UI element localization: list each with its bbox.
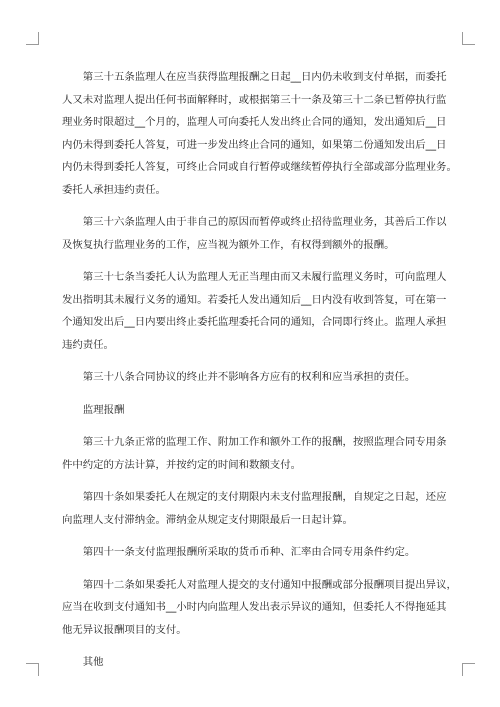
article-38 bbox=[62, 366, 444, 389]
text-line: 他无异议报酬项目的支付。 bbox=[62, 623, 187, 636]
text-line: 第三十七条当委托人认为监理人无正当理由而又未履行监理义务时，可向监理人 bbox=[82, 271, 447, 283]
article-40 bbox=[62, 486, 447, 531]
text-line: 内仍未得到委托人答复，可进一步发出终止合同的通知，如果第二份通知发出后__日 bbox=[62, 138, 447, 151]
crop-mark-bottom-left bbox=[26, 663, 39, 676]
text-line: 件中约定的方法计算，并按约定的时间和数额支付。 bbox=[62, 458, 301, 471]
crop-mark-bottom-right bbox=[462, 663, 475, 676]
article-42 bbox=[62, 574, 457, 642]
text-line: 理业务时限超过__个月的，监理人可向委托人发出终止合同的通知，发出通知后__日 bbox=[62, 116, 447, 128]
section-heading-remuneration: 监理报酬 bbox=[82, 403, 125, 416]
article-41 bbox=[62, 541, 444, 564]
text-line: 第四十二条如果委托人对监理人提交的支付通知中报酬或部分报酬项目提出异议， bbox=[82, 578, 457, 591]
article-39 bbox=[62, 431, 447, 476]
text-line: 第四十条如果委托人在规定的支付期限内未支付监理报酬，自规定之日起，还应 bbox=[82, 491, 447, 503]
text-line: 个通知发出后__日内要出终止委托监理委托合同的通知，合同即行终止。监理人承担 bbox=[62, 316, 447, 328]
text-line: 向监理人支付滞纳金。滞纳金从规定支付期限最后一日起计算。 bbox=[62, 513, 353, 526]
text-line: 应当在收到支付通知书__小时内向监理人发出表示异议的通知，但委托人不得拖延其 bbox=[62, 601, 447, 613]
text-line: 发出指明其未履行义务的通知。若委托人发出通知后__日内没有收到答复，可在第一 bbox=[62, 293, 447, 306]
crop-mark-top-right bbox=[462, 32, 475, 45]
crop-mark-top-left bbox=[26, 32, 39, 45]
article-36 bbox=[62, 211, 447, 256]
text-line: 及恢复执行监理业务的工作，应当视为额外工作，有权得到额外的报酬。 bbox=[62, 238, 395, 251]
text-line: 违约责任。 bbox=[62, 338, 114, 351]
text-line: 第四十一条支付监理报酬所采取的货币币种、汇率由合同专用条件约定。 bbox=[82, 546, 416, 558]
document-body bbox=[62, 66, 457, 684]
text-line: 委托人承担违约责任。 bbox=[62, 183, 166, 196]
text-line: 内仍未得到委托人答复，可终止合同或自行暂停或继续暂停执行全部或部分监理业务。 bbox=[62, 161, 457, 173]
text-line: 第三十九条正常的监理工作、附加工作和额外工作的报酬，按照监理合同专用条 bbox=[82, 436, 447, 448]
text-line: 人又未对监理人提出任何书面解释时，或根据第三十一条及第三十二条已暂停执行监 bbox=[62, 93, 447, 106]
text-line: 第三十五条监理人在应当获得监理报酬之日起__日内仍未收到支付单据，而委托 bbox=[82, 71, 447, 83]
article-35 bbox=[62, 66, 457, 201]
section-heading-other: 其他 bbox=[82, 656, 104, 668]
article-37 bbox=[62, 266, 447, 356]
text-line: 第三十六条监理人由于非自己的原因而暂停或终止招待监理业务，其善后工作以 bbox=[82, 216, 447, 228]
text-line: 第三十八条合同协议的终止并不影响各方应有的权利和应当承担的责任。 bbox=[82, 371, 416, 383]
